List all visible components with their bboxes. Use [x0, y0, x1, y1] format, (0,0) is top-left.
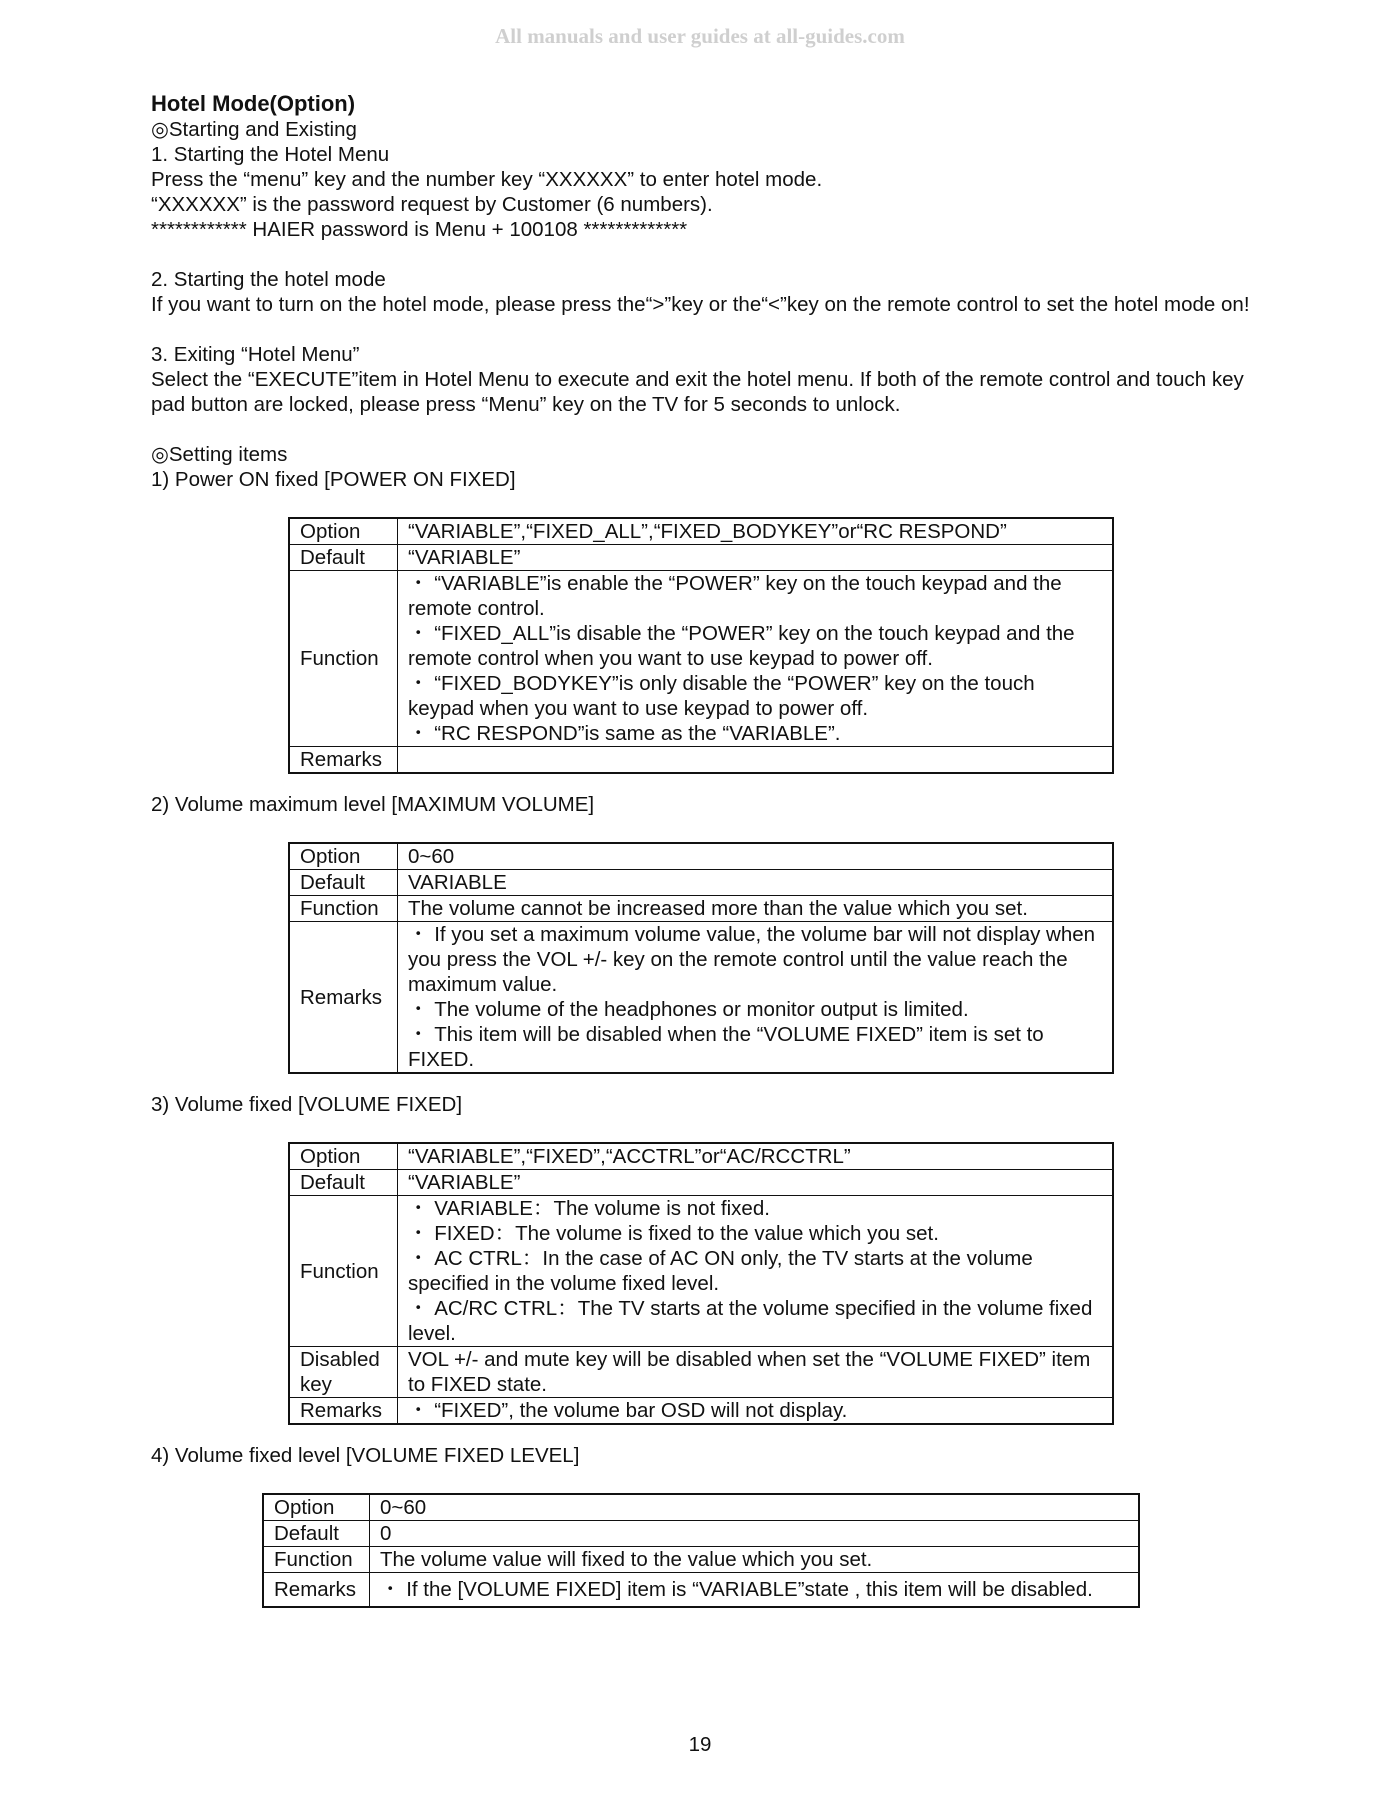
table-row — [289, 922, 1113, 1074]
list-item: ・ “VARIABLE”is enable the “POWER” key on the touch keypad and the remote control. — [408, 572, 1062, 620]
table-row — [289, 896, 1113, 922]
step3-title: 3. Exiting “Hotel Menu” — [151, 343, 360, 366]
volume-fixed-table — [288, 1142, 1114, 1425]
list-item: ・ “RC RESPOND”is same as the “VARIABLE”. — [408, 722, 841, 745]
function-label: Function — [289, 1196, 398, 1347]
starting-existing-label: ◎Starting and Existing — [151, 118, 357, 141]
remarks-label: Remarks — [289, 1398, 398, 1425]
default-value: “VARIABLE” — [398, 1170, 1114, 1196]
table-row — [263, 1521, 1139, 1547]
list-item: ・ This item will be disabled when the “VOLUME FIXED” item is set to FIXED. — [408, 1023, 1044, 1071]
option-value: “VARIABLE”,“FIXED”,“ACCTRL”or“AC/RCCTRL” — [398, 1143, 1114, 1170]
table-row — [289, 1170, 1113, 1196]
watermark: All manuals and user guides at all-guides.com — [495, 24, 905, 48]
page-number: 19 — [688, 1733, 712, 1756]
setting-items-label: ◎Setting items — [151, 443, 288, 466]
option-value: 0~60 — [398, 843, 1114, 870]
list-item: ・ The volume of the headphones or monitor output is limited. — [408, 998, 969, 1021]
table-row — [289, 1398, 1113, 1425]
list-item: ・ VARIABLE：The volume is not fixed. — [408, 1197, 770, 1220]
disabled-key-label: Disabled key — [289, 1347, 398, 1398]
default-label: Default — [289, 545, 398, 571]
table-row — [289, 843, 1113, 870]
step1-line3: ************ HAIER password is Menu + 100108 ************* — [151, 218, 688, 241]
default-label: Default — [289, 870, 398, 896]
function-label: Function — [263, 1547, 370, 1573]
power-on-fixed-table — [288, 517, 1114, 774]
section4-title: 4) Volume fixed level [VOLUME FIXED LEVEL] — [151, 1444, 580, 1467]
option-value: “VARIABLE”,“FIXED_ALL”,“FIXED_BODYKEY”or“RC RESPOND” — [398, 518, 1114, 545]
table-row — [289, 1143, 1113, 1170]
section1-title: 1) Power ON fixed [POWER ON FIXED] — [151, 468, 516, 491]
table-row — [289, 545, 1113, 571]
disabled-key-value: VOL +/- and mute key will be disabled when set the “VOLUME FIXED” item to FIXED state. — [398, 1347, 1114, 1398]
function-value: The volume value will fixed to the value which you set. — [370, 1547, 1140, 1573]
remarks-value — [398, 747, 1114, 774]
remarks-value — [398, 922, 1114, 1074]
remarks-label: Remarks — [289, 747, 398, 774]
function-label: Function — [289, 896, 398, 922]
step1-line2: “XXXXXX” is the password request by Customer (6 numbers). — [151, 193, 713, 216]
step2-title: 2. Starting the hotel mode — [151, 268, 386, 291]
table-row — [289, 1196, 1113, 1347]
default-value: VARIABLE — [398, 870, 1114, 896]
table-row — [263, 1573, 1139, 1608]
section2-title: 2) Volume maximum level [MAXIMUM VOLUME] — [151, 793, 595, 816]
option-label: Option — [289, 843, 398, 870]
document-body — [151, 90, 1271, 1608]
table-row — [289, 1347, 1113, 1398]
function-value: The volume cannot be increased more than the value which you set. — [398, 896, 1114, 922]
maximum-volume-table — [288, 842, 1114, 1074]
list-item: ・ “FIXED_ALL”is disable the “POWER” key on the touch keypad and the remote control when you want to use keypad to power off. — [408, 622, 1075, 670]
function-label: Function — [289, 571, 398, 747]
step2-text: If you want to turn on the hotel mode, please press the“>”key or the“<”key on the remote control to set the hotel mode on! — [151, 293, 1250, 316]
default-label: Default — [289, 1170, 398, 1196]
default-value: “VARIABLE” — [398, 545, 1114, 571]
function-value — [398, 571, 1114, 747]
table-row — [289, 870, 1113, 896]
list-item: ・ If you set a maximum volume value, the volume bar will not display when you press the VOL +/- key on the remote control until the value reach the maximum value. — [408, 923, 1096, 996]
option-label: Option — [289, 1143, 398, 1170]
option-label: Option — [263, 1494, 370, 1521]
volume-fixed-level-table — [262, 1493, 1140, 1608]
table-row — [289, 747, 1113, 774]
table-row — [289, 571, 1113, 747]
list-item: ・ AC/RC CTRL：The TV starts at the volume specified in the volume fixed level. — [408, 1297, 1093, 1345]
page-title: Hotel Mode(Option) — [151, 91, 356, 116]
list-item: ・ AC CTRL：In the case of AC ON only, the TV starts at the volume specified in the volume fixed level. — [408, 1247, 1033, 1295]
step1-line1: Press the “menu” key and the number key “XXXXXX” to enter hotel mode. — [151, 168, 823, 191]
option-label: Option — [289, 518, 398, 545]
section3-title: 3) Volume fixed [VOLUME FIXED] — [151, 1093, 463, 1116]
table-row — [263, 1494, 1139, 1521]
remarks-label: Remarks — [263, 1573, 370, 1608]
remarks-value: ・ “FIXED”, the volume bar OSD will not display. — [398, 1398, 1114, 1425]
step1-title: 1. Starting the Hotel Menu — [151, 143, 390, 166]
table-row — [289, 518, 1113, 545]
table-row — [263, 1547, 1139, 1573]
remarks-value: ・ If the [VOLUME FIXED] item is “VARIABLE”state , this item will be disabled. — [370, 1573, 1140, 1608]
function-value — [398, 1196, 1114, 1347]
list-item: ・ “FIXED_BODYKEY”is only disable the “POWER” key on the touch keypad when you want to use keypad to power off. — [408, 672, 1035, 720]
default-value: 0 — [370, 1521, 1140, 1547]
option-value: 0~60 — [370, 1494, 1140, 1521]
step3-text: Select the “EXECUTE”item in Hotel Menu to execute and exit the hotel menu. If both of the remote control and touch key pad button are locked, please press “Menu” key on the TV for 5 seconds to unlock. — [151, 368, 1244, 416]
remarks-label: Remarks — [289, 922, 398, 1074]
default-label: Default — [263, 1521, 370, 1547]
list-item: ・ FIXED：The volume is fixed to the value which you set. — [408, 1222, 939, 1245]
